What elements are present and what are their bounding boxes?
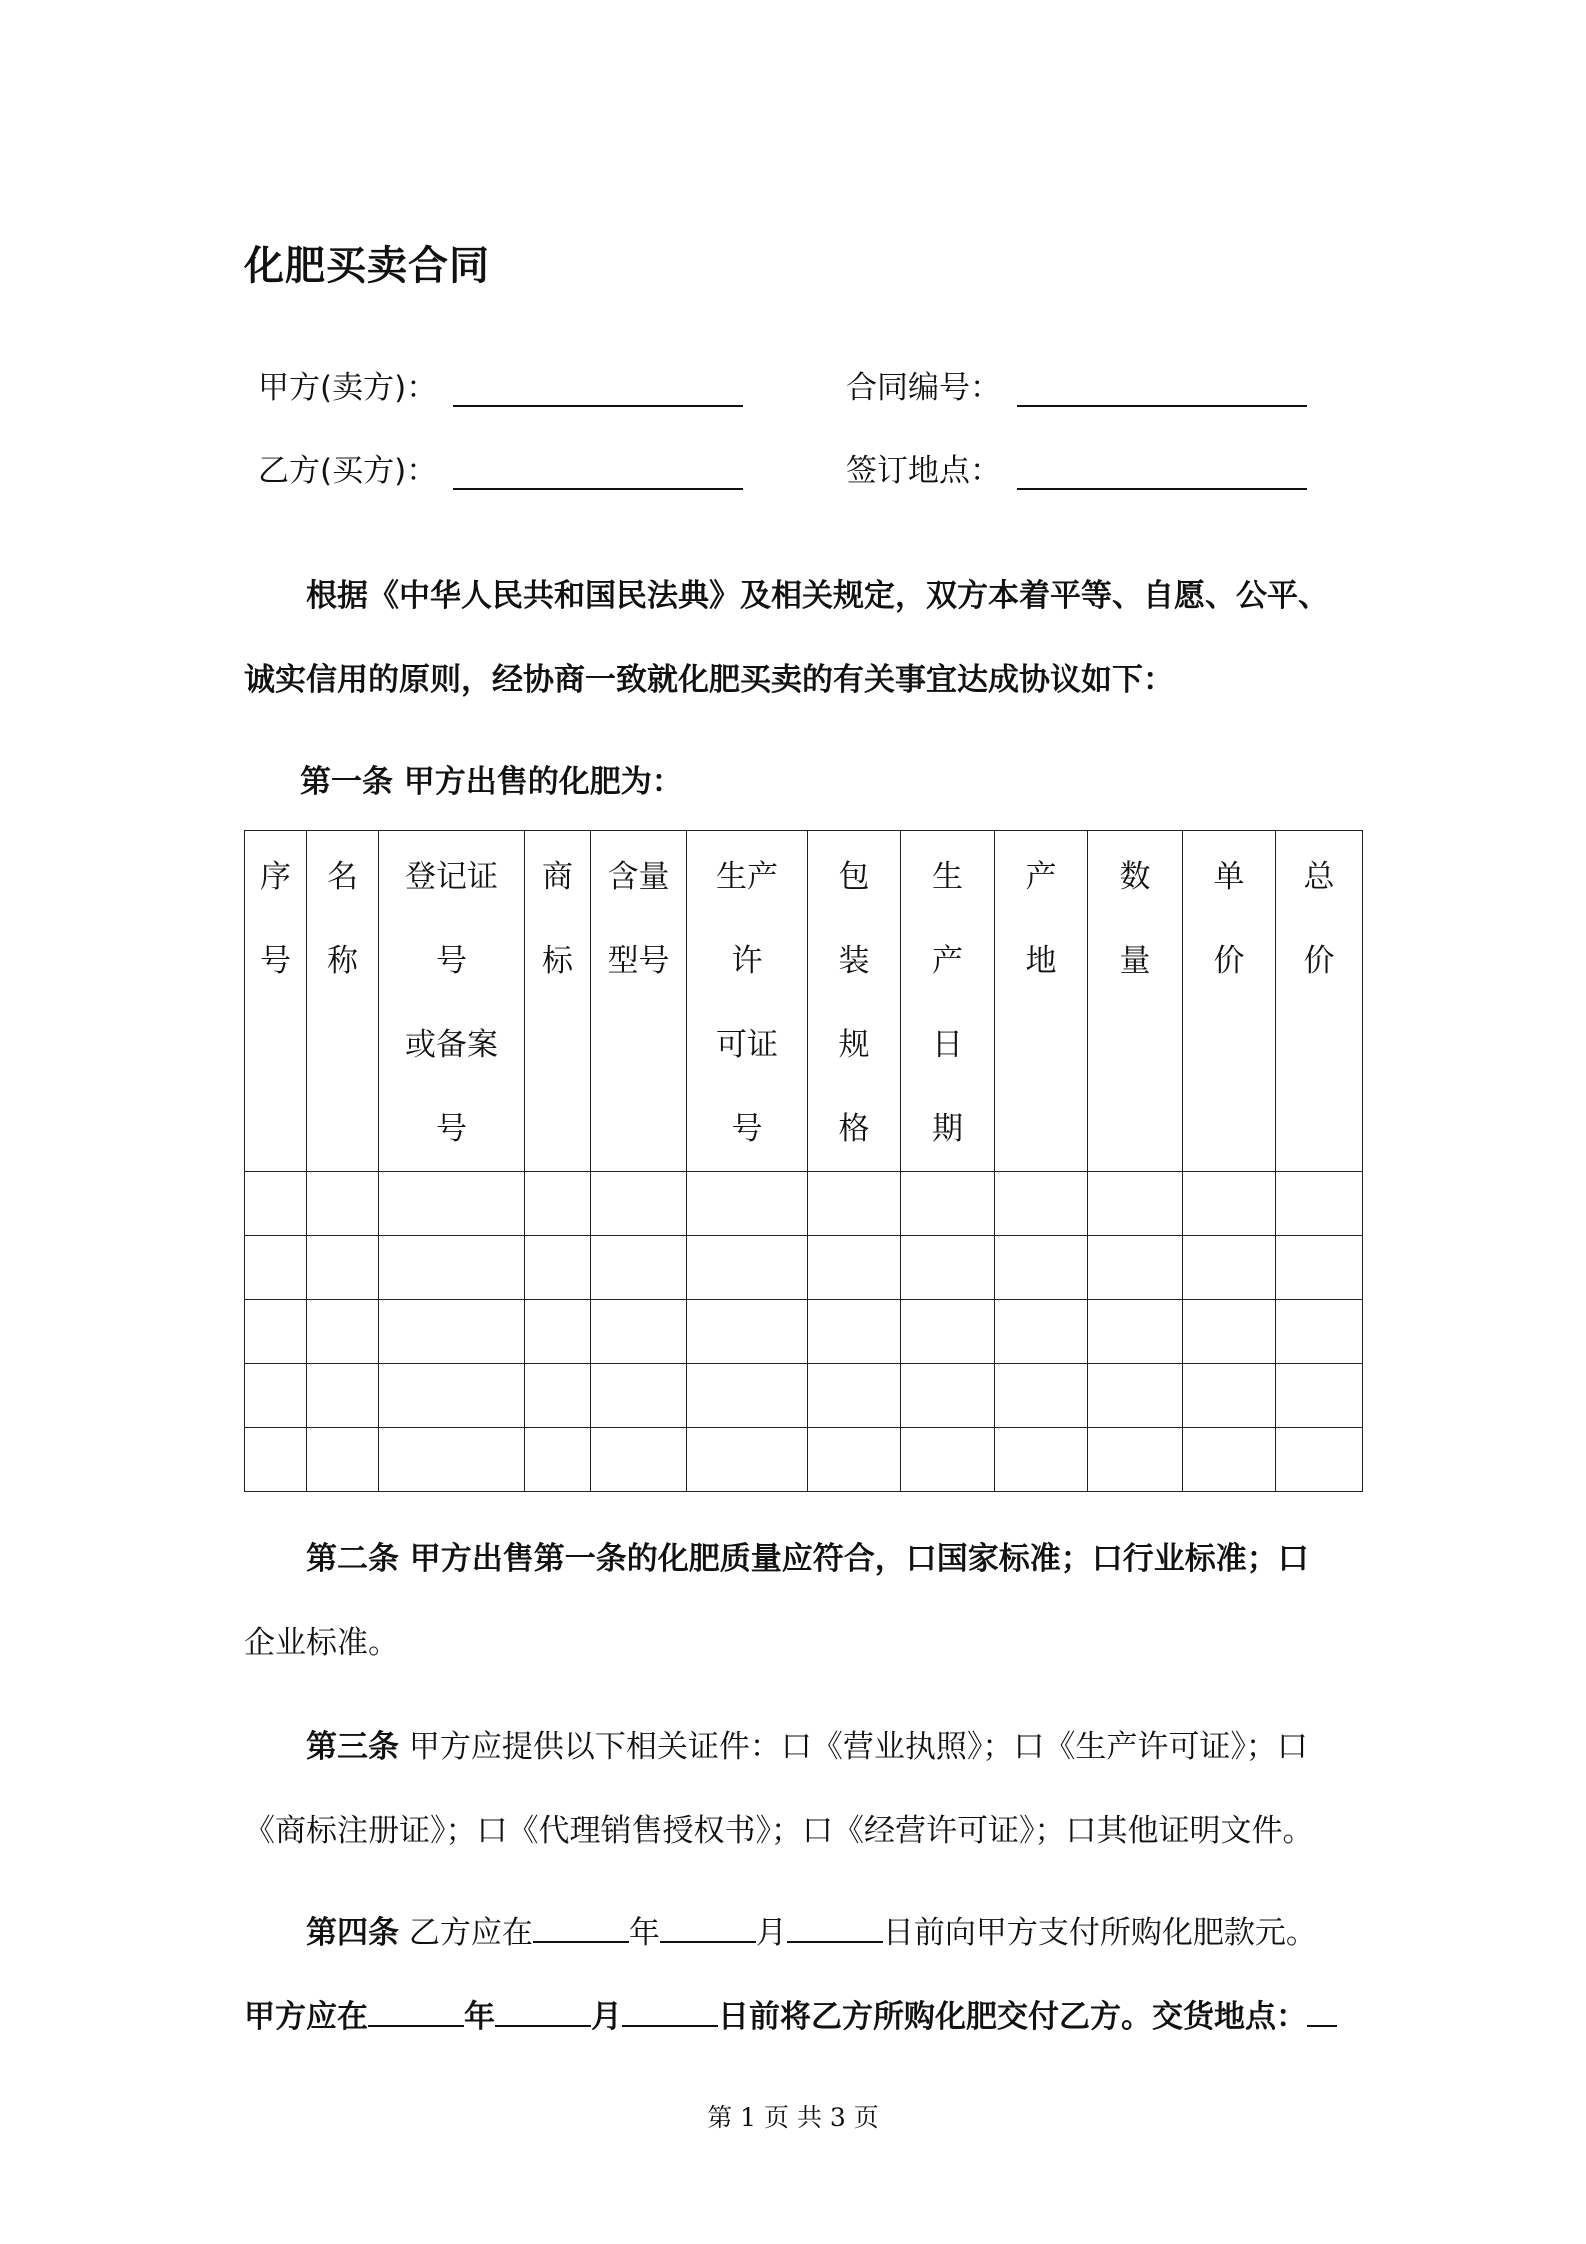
table-cell[interactable] (307, 1236, 379, 1300)
table-row (245, 1428, 1363, 1492)
table-cell[interactable] (245, 1172, 307, 1236)
table-header-text: 量 (1119, 943, 1151, 979)
table-header-text: 数 (1119, 859, 1151, 895)
table-cell[interactable] (307, 1172, 379, 1236)
table-cell[interactable] (591, 1172, 687, 1236)
table-header-text: 价 (1303, 943, 1335, 979)
delivery-year-label: 年 (464, 1999, 495, 2035)
table-row (245, 1172, 1363, 1236)
table-cell[interactable] (808, 1364, 901, 1428)
table-cell[interactable] (1183, 1300, 1276, 1364)
table-cell[interactable] (591, 1300, 687, 1364)
table-header-cell (525, 831, 591, 1172)
sign-place-label: 签订地点： (846, 453, 1001, 489)
table-header-cell (995, 831, 1088, 1172)
table-header-text: 规 (838, 1027, 870, 1063)
table-cell[interactable] (379, 1300, 525, 1364)
article-4-line-1-a: 乙方应在 (399, 1915, 533, 1951)
table-cell[interactable] (307, 1428, 379, 1492)
table-header-text: 或备案 (405, 1027, 498, 1063)
fertilizer-table (244, 830, 1363, 1492)
table-header-text: 日 (932, 1027, 963, 1063)
table-header-text: 生 (932, 859, 963, 895)
table-header-cell (591, 831, 687, 1172)
table-cell[interactable] (687, 1172, 808, 1236)
article-4-line-2-d: 日前将乙方所购化肥交付乙方。交货地点： (718, 1999, 1307, 2035)
table-header-text: 生产 (716, 859, 778, 895)
article-4-head: 第四条 (306, 1915, 399, 1951)
table-header-text: 装 (838, 943, 870, 979)
party-a-label: 甲方(卖方)： (258, 370, 438, 406)
table-cell[interactable] (995, 1236, 1088, 1300)
table-header-cell (687, 831, 808, 1172)
article-4 (244, 1891, 1364, 2059)
table-header-text: 地 (1025, 943, 1057, 979)
table-cell[interactable] (901, 1236, 995, 1300)
table-cell[interactable] (687, 1300, 808, 1364)
intro-line-1: 根据《中华人民共和国民法典》及相关规定，双方本着平等、自愿、公平、 (306, 578, 1329, 614)
table-cell[interactable] (687, 1236, 808, 1300)
table-header-text: 名 (327, 859, 358, 895)
party-b-field (258, 450, 743, 490)
table-header-cell (307, 831, 379, 1172)
page-number: 第 1 页 共 3 页 (707, 2103, 879, 2132)
party-b-label: 乙方(买方)： (258, 453, 438, 489)
payment-year-label: 年 (628, 1915, 660, 1951)
article-2-line-1: 甲方出售第一条的化肥质量应符合，口国家标准；口行业标准；口 (399, 1541, 1309, 1577)
contract-no-label: 合同编号： (846, 370, 1001, 406)
article-3-line-1: 甲方应提供以下相关证件：口《营业执照》；口《生产许可证》；口 (399, 1729, 1308, 1765)
table-cell[interactable] (1276, 1172, 1363, 1236)
table-header-text: 号 (731, 1111, 763, 1147)
table-cell[interactable] (525, 1236, 591, 1300)
delivery-month-blank[interactable] (495, 1997, 591, 2027)
table-header-cell (808, 831, 901, 1172)
table-cell[interactable] (591, 1428, 687, 1492)
table-cell[interactable] (808, 1428, 901, 1492)
table-row (245, 1300, 1363, 1364)
table-cell[interactable] (1183, 1236, 1276, 1300)
table-cell[interactable] (808, 1172, 901, 1236)
article-2-line-2: 企业标准。 (244, 1625, 399, 1661)
table-header-cell (1276, 831, 1363, 1172)
table-header-cell (901, 831, 995, 1172)
table-cell[interactable] (379, 1364, 525, 1428)
table-cell[interactable] (995, 1172, 1088, 1236)
table-cell[interactable] (1088, 1300, 1183, 1364)
table-cell[interactable] (808, 1236, 901, 1300)
table-header-text: 可证 (716, 1027, 778, 1063)
delivery-month-label: 月 (591, 1999, 622, 2035)
table-cell[interactable] (687, 1428, 808, 1492)
table-header-text: 标 (542, 943, 573, 979)
table-header-text: 产 (1025, 859, 1057, 895)
table-row (245, 1364, 1363, 1428)
contract-no-blank[interactable] (1017, 375, 1307, 407)
table-header-text: 产 (932, 943, 963, 979)
table-cell[interactable] (995, 1364, 1088, 1428)
table-cell[interactable] (245, 1300, 307, 1364)
table-header-text: 总 (1303, 859, 1335, 895)
table-cell[interactable] (591, 1364, 687, 1428)
table-cell[interactable] (1088, 1236, 1183, 1300)
article-2-head: 第二条 (306, 1541, 399, 1577)
table-cell[interactable] (687, 1364, 808, 1428)
table-header-text: 登记证 (405, 859, 498, 895)
table-header-text: 许 (731, 943, 763, 979)
payment-year-blank[interactable] (533, 1913, 629, 1943)
payment-day-blank[interactable] (787, 1913, 883, 1943)
table-cell[interactable] (1088, 1364, 1183, 1428)
table-header-cell (379, 831, 525, 1172)
table-cell[interactable] (901, 1428, 995, 1492)
table-header-text: 价 (1213, 943, 1245, 979)
table-cell[interactable] (1183, 1428, 1276, 1492)
table-cell[interactable] (995, 1428, 1088, 1492)
table-header-cell (1088, 831, 1183, 1172)
table-cell[interactable] (1276, 1428, 1363, 1492)
delivery-day-blank[interactable] (622, 1997, 718, 2027)
table-header-text: 含量 (607, 859, 670, 895)
article-3-line-2: 《商标注册证》；口《代理销售授权书》；口《经营许可证》；口其他证明文件。 (244, 1813, 1314, 1849)
table-cell[interactable] (1088, 1172, 1183, 1236)
article-2 (244, 1517, 1364, 1685)
table-header-text: 号 (436, 1111, 467, 1147)
table-header-text: 单 (1213, 859, 1245, 895)
table-header-text: 号 (436, 943, 467, 979)
article-3-head: 第三条 (306, 1729, 399, 1765)
table-cell[interactable] (307, 1300, 379, 1364)
article-1-heading: 第一条 甲方出售的化肥为： (300, 764, 683, 800)
page-title: 化肥买卖合同 (244, 243, 490, 289)
article-4-line-1-d: 日前向甲方支付所购化肥款元。 (882, 1915, 1317, 1951)
table-header-cell (1183, 831, 1276, 1172)
table-cell[interactable] (1183, 1364, 1276, 1428)
party-b-blank[interactable] (453, 458, 743, 490)
party-a-blank[interactable] (453, 375, 743, 407)
table-header-text: 包 (838, 859, 870, 895)
table-cell[interactable] (1183, 1172, 1276, 1236)
table-cell[interactable] (307, 1364, 379, 1428)
table-row (245, 1236, 1363, 1300)
table-header-text: 型号 (607, 943, 670, 979)
table-cell[interactable] (1276, 1300, 1363, 1364)
table-header-text: 序 (260, 859, 291, 895)
sign-place-blank[interactable] (1017, 458, 1307, 490)
article-3 (244, 1705, 1364, 1873)
table-header-text: 号 (260, 943, 291, 979)
delivery-place-blank[interactable] (1307, 1997, 1337, 2027)
table-cell[interactable] (901, 1364, 995, 1428)
intro-line-2: 诚实信用的原则，经协商一致就化肥买卖的有关事宜达成协议如下： (244, 662, 1174, 698)
intro-paragraph (244, 554, 1364, 722)
table-header-row (245, 831, 1363, 1172)
table-cell[interactable] (808, 1300, 901, 1364)
payment-month-label: 月 (755, 1915, 787, 1951)
contract-no-field (846, 367, 1307, 407)
table-cell[interactable] (1088, 1428, 1183, 1492)
table-cell[interactable] (379, 1236, 525, 1300)
table-cell[interactable] (525, 1428, 591, 1492)
table-cell[interactable] (525, 1300, 591, 1364)
table-cell[interactable] (995, 1300, 1088, 1364)
table-cell[interactable] (1276, 1236, 1363, 1300)
table-cell[interactable] (379, 1428, 525, 1492)
table-cell[interactable] (591, 1236, 687, 1300)
table-cell[interactable] (245, 1428, 307, 1492)
sign-place-field (846, 450, 1307, 490)
table-header-text: 称 (327, 943, 358, 979)
table-cell[interactable] (525, 1172, 591, 1236)
table-header-text: 商 (542, 859, 573, 895)
table-cell[interactable] (245, 1364, 307, 1428)
table-header-text: 期 (932, 1111, 963, 1147)
table-header-text: 格 (838, 1111, 870, 1147)
party-a-field (258, 367, 743, 407)
table-cell[interactable] (901, 1172, 995, 1236)
delivery-year-blank[interactable] (368, 1997, 464, 2027)
table-header-cell (245, 831, 307, 1172)
table-cell[interactable] (379, 1172, 525, 1236)
table-cell[interactable] (1276, 1364, 1363, 1428)
table-cell[interactable] (901, 1300, 995, 1364)
payment-month-blank[interactable] (660, 1913, 756, 1943)
table-cell[interactable] (245, 1236, 307, 1300)
table-cell[interactable] (525, 1364, 591, 1428)
article-4-line-2-a: 甲方应在 (244, 1999, 368, 2035)
